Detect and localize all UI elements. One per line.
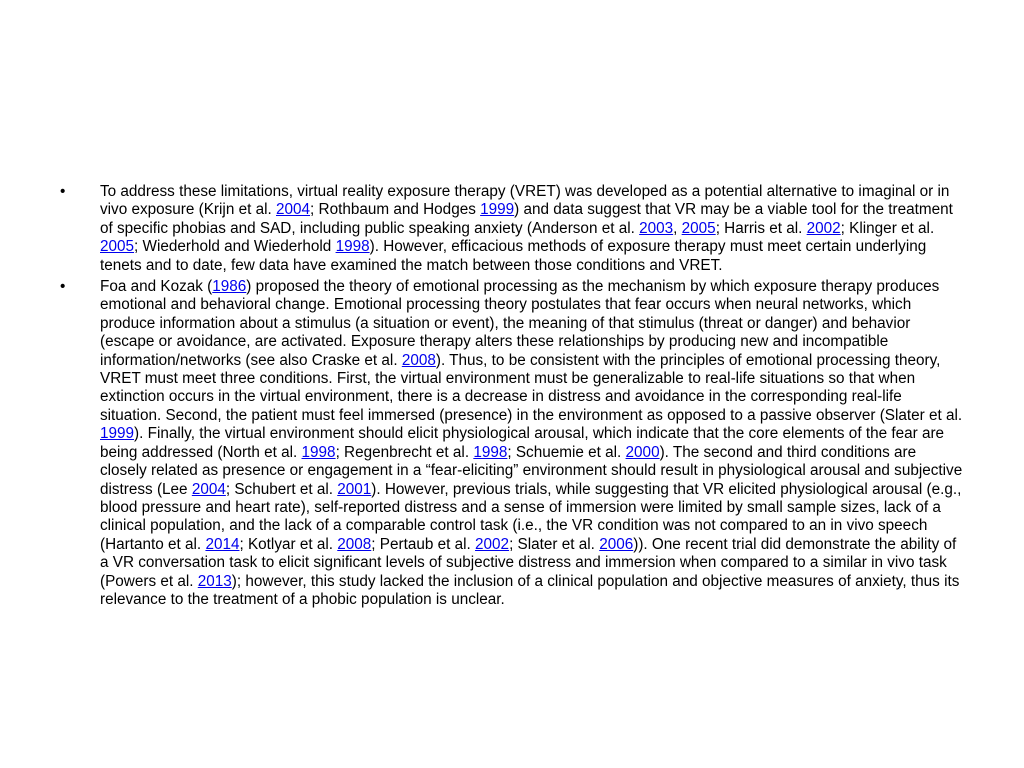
text-segment: ). However, previous trials, while suggesting that VR elicited physiological arousal (e.g., blood pressure and heart rate), self-reported distress and a sense of immersion were limited by small sample sizes, lack of a clinical population, and the lack of a comparable control task (i.e., the VR condition was not compared to an in vivo speech (Hartanto et al.	[100, 480, 962, 553]
text-segment: ; Schubert et al.	[225, 480, 338, 498]
citation-link[interactable]: 2002	[806, 219, 841, 237]
text-segment: ; Schuemie et al.	[507, 443, 626, 461]
text-segment: ; Pertaub et al.	[371, 535, 476, 553]
citation-link[interactable]: 2006	[599, 535, 634, 553]
text-segment: ; Klinger et al.	[840, 219, 935, 237]
text-segment: )). One recent trial did demonstrate the ability of a VR conversation task to elicit significant levels of subjective distress and immersion when compared to a similar in vivo task (Powers et al.	[100, 535, 957, 590]
citation-link[interactable]: 1999	[480, 201, 515, 219]
citation-link[interactable]: 2005	[681, 219, 716, 237]
citation-link[interactable]: 2008	[401, 351, 436, 369]
text-segment: ; Regenbrecht et al.	[335, 443, 474, 461]
text-segment: ; Slater et al.	[509, 535, 600, 553]
text-segment: ). The second and third conditions are closely related as presence or engagement in a “fear-eliciting” environment should result in physiological arousal and subjective distress (Lee	[100, 443, 963, 498]
bullet-item	[60, 183, 965, 275]
bullet-item	[60, 278, 965, 609]
text-segment: ). Thus, to be consistent with the principles of emotional processing theory, VRET must meet three conditions. First, the virtual environment must be generalizable to real-life situations so that when extinction occurs in the virtual environment, there is a decrease in distress and avoidance in the corresponding real-life situation. Second, the patient must feel immersed (presence) in the environment as opposed to a passive observer (Slater et al.	[100, 351, 963, 424]
bullet-icon: •	[60, 183, 66, 200]
citation-link[interactable]: 1998	[473, 443, 508, 461]
text-segment: ; Harris et al.	[715, 219, 807, 237]
bullet-icon: •	[60, 278, 66, 296]
citation-link[interactable]: 2004	[191, 480, 226, 498]
citation-link[interactable]: 2000	[625, 443, 660, 461]
citation-link[interactable]: 2013	[197, 572, 232, 590]
citation-link[interactable]: 1999	[100, 425, 135, 443]
citation-link[interactable]: 1986	[212, 278, 247, 296]
text-segment: ; Rothbaum and Hodges	[310, 201, 481, 219]
citation-link[interactable]: 2003	[639, 219, 674, 237]
text-segment: To address these limitations, virtual reality exposure therapy (VRET) was developed as a potential alternative to imaginal or in vivo exposure (Krijn et al.	[100, 183, 950, 219]
citation-link[interactable]: 2001	[337, 480, 372, 498]
text-segment: Foa and Kozak (	[100, 278, 213, 296]
citation-link[interactable]: 2008	[337, 535, 372, 553]
bullet-list	[60, 183, 965, 612]
citation-link[interactable]: 2002	[475, 535, 510, 553]
citation-link[interactable]: 2014	[205, 535, 240, 553]
text-segment: ). Finally, the virtual environment should elicit physiological arousal, which indicate that the core elements of the fear are being addressed (North et al.	[100, 425, 945, 461]
text-segment: ). However, efficacious methods of exposure therapy must meet certain underlying tenets and to date, few data have examined the match between those conditions and VRET.	[100, 238, 927, 274]
text-segment: ); however, this study lacked the inclusion of a clinical population and objective measures of anxiety, thus its relevance to the treatment of a phobic population is unclear.	[100, 572, 960, 608]
text-segment: ) proposed the theory of emotional processing as the mechanism by which exposure therapy produces emotional and behavioral change. Emotional processing theory postulates that fear occurs when neural networks, which produce information about a stimulus (a situation or event), the meaning of that stimulus (threat or danger) and behavior (escape or avoidance, are activated. Exposure therapy alters these relationships by producing new and incompatible information/networks (see also Craske et al.	[100, 278, 940, 369]
bullet-text	[100, 183, 953, 274]
citation-link[interactable]: 1998	[335, 238, 370, 256]
citation-link[interactable]: 1998	[301, 443, 336, 461]
text-segment: ,	[673, 219, 682, 237]
text-segment: ; Wiederhold and Wiederhold	[134, 238, 336, 256]
text-segment: ) and data suggest that VR may be a viable tool for the treatment of specific phobias and SAD, including public speaking anxiety (Anderson et al.	[100, 201, 953, 237]
text-segment: ; Kotlyar et al.	[239, 535, 338, 553]
bullet-text	[100, 278, 962, 608]
citation-link[interactable]: 2005	[100, 238, 135, 256]
citation-link[interactable]: 2004	[276, 201, 311, 219]
